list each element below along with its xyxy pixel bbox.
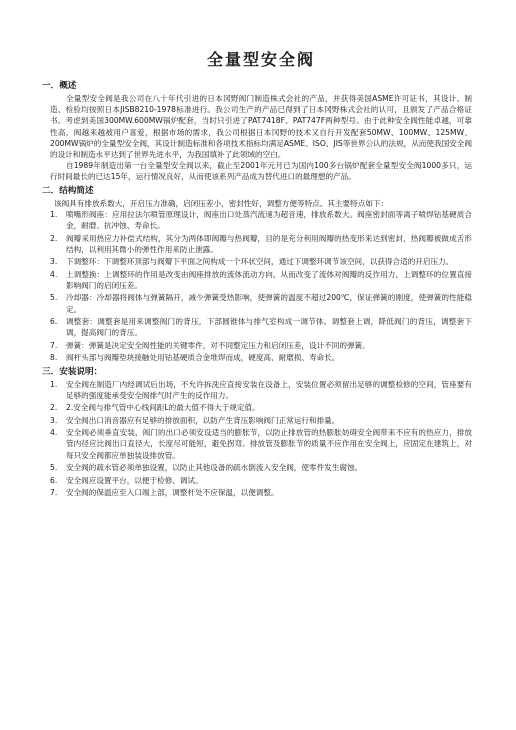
- list-item: [50, 233, 472, 255]
- item-number: 8.: [50, 353, 58, 363]
- item-text: 阀杆头部与阀瓣垫块接触处用钴基硬质合金堆焊而成，硬度高、耐磨损、寿命长。: [66, 353, 340, 363]
- list-item: [50, 292, 472, 314]
- section-intro: 该阀具有排放系数大，开启压力准确，启闭压差小，密封性好，调整方便等特点。其主要特点如下：: [54, 198, 389, 208]
- section-heading: 三．安装说明：: [42, 366, 103, 377]
- item-number: 1.: [50, 379, 58, 389]
- item-text: 喷嘴形阀座：应用拉法尔喷管原理设计，阀座出口处蒸汽流速为超音速，排放系数大。阀座密封面等离子喷焊钴基硬质合金，耐磨、抗冲蚀、寿命长。: [66, 209, 472, 231]
- item-number: 1.: [50, 209, 58, 219]
- document-title: 全量型安全阀: [206, 50, 315, 69]
- list-item: [50, 427, 472, 461]
- item-number: 6.: [50, 475, 58, 485]
- list-item: [50, 269, 472, 291]
- item-text: 弹簧：弹簧是决定安全阀性能的关键零件，对不同整定压力和启闭压差，设计不同的弹簧。: [66, 340, 370, 350]
- item-number: 4.: [50, 269, 58, 279]
- list-item: [50, 475, 472, 486]
- item-text: 安全阀必须垂直安装，阀门的出口必须安设适当的膨胀节，以防止排放管的热膨胀妨碍安全阀带来不应有的热应力，排放管内径应比阀出口直径大，长度尽可能短，避免拐弯。排放管及膨胀节的质量不应作用在安全阀上，应固定在建筑上，对每只安全阀都应单独装设排放管。: [66, 428, 472, 460]
- item-text: 安全阀应设置平台，以便于检修、调试。: [66, 475, 203, 485]
- item-number: 7.: [50, 340, 58, 350]
- section-overview: [42, 80, 472, 183]
- item-number: 3.: [50, 415, 58, 425]
- installation-list: [50, 379, 472, 499]
- item-text: 安全阀在制造厂内经调试后出场，不允许拆洗应直接安装在设备上，安装位置必须留出足够的调整检修的空间，管座要有足够的强度能承受安全阀排气时产生的反作用力。: [66, 379, 472, 400]
- item-number: 5.: [50, 293, 58, 303]
- item-number: 2.: [50, 403, 58, 413]
- list-item: [50, 352, 472, 363]
- paragraph: 自1989年制造出第一台全量型安全阀以来，截止至2001年元月已为国内100多台锅炉配套全量型安全阀1000多只，运行时间最长的已达15年，运行情况良好，从而使该系列产品成为替代进口的最理想的产品。: [50, 161, 472, 182]
- list-item: [50, 462, 472, 473]
- paragraph: 全量型安全阀是我公司在八十年代引进的日本冈野阀门制造株式会社的产品，并获得美国ASME许可证书，其设计、制造、检验均按照日本JISB8210-1978标准进行。我公司生产的产品已得到了日本冈野株式会社的认可，且颁发了产品合格证书。考虑到美国300MW.600MW锅炉配套，当时只引进了PAT7418F、PAT747F两种型号。由于此种安全阀性能卓越，可靠性高，阀越来越被用户喜爱，根据市场的需求，我公司根据日本冈野的技术又自行开发配套50MW、100MW、125MW、200MW锅炉的全量型安全阀，其设计制造标准和各项技术指标均满足ASME、ISO、JIS等世界公认的法规，从而使我国安全阀的设计和制造水平达到了世界先进水平，为我国填补了此领域的空白。: [50, 94, 472, 160]
- item-number: 4.: [50, 428, 58, 438]
- item-number: 7.: [50, 488, 58, 498]
- section-heading: 二．结构简述: [42, 185, 94, 196]
- item-text: 安全阀的疏水管必须单独设置，以防止其他设备的疏水倒流入安全阀，使零件发生腐蚀。: [66, 463, 363, 473]
- item-text: 调整套：调整套是用来调整阀门的背压，下部圆锥体与排气室构成一调节体。调整套上调，降低阀门的背压，调整套下调，提高阀门的背压。: [66, 317, 472, 338]
- list-item: [50, 487, 472, 498]
- item-text: 上调整换：上调整环的作用是改变由阀座排放的流体流动方向，从而改变了流体对阀瓣的反作用力，上调整环的位置直接影响阀门的启闭压差。: [66, 269, 472, 290]
- item-text: 安全阀的保温应至入口端上部，调整杆处不应保温，以便调整。: [66, 488, 279, 498]
- list-item: [50, 316, 472, 338]
- list-item: [50, 340, 472, 351]
- section-structure: [42, 185, 472, 364]
- list-item: [50, 256, 472, 267]
- section-heading: 一．概述: [42, 81, 77, 91]
- item-text: 冷却器：冷却器将阀体与弹簧隔开，减少弹簧受热影响，使弹簧的温度不超过200℃，保证弹簧的刚度，使弹簧的性能稳定。: [66, 293, 472, 314]
- list-item: [50, 415, 472, 426]
- item-text: 安全阀出口消音器应有足够的排放面积，以防产生背压影响阀门正常运行和排量。: [66, 415, 340, 425]
- item-text: 阀瓣采用热应力补偿式结构，其分为两体即阀瓣与热阀瓣，目的是充分利用阀瓣的热变形来达到密封，热阀瓣被做成舌形结构，以利用其微小的弹性作用来防止泄露。: [66, 233, 472, 254]
- section-installation: [42, 366, 472, 499]
- item-text: 2.安全阀与排气管中心线间距L的最大值不得大于规定值。: [66, 403, 260, 413]
- list-item: [50, 402, 472, 413]
- item-text: 下调整环：下调整环顶部与阀瓣下平面之间构成一个环状空间，通过下调整环调节该空间，以获得合适的开启压力。: [66, 257, 454, 267]
- list-item: [50, 209, 472, 231]
- item-number: 2.: [50, 233, 58, 243]
- structure-list: [50, 209, 472, 364]
- item-number: 5.: [50, 463, 58, 473]
- list-item: [50, 379, 472, 401]
- item-number: 6.: [50, 317, 58, 327]
- item-number: 3.: [50, 257, 58, 267]
